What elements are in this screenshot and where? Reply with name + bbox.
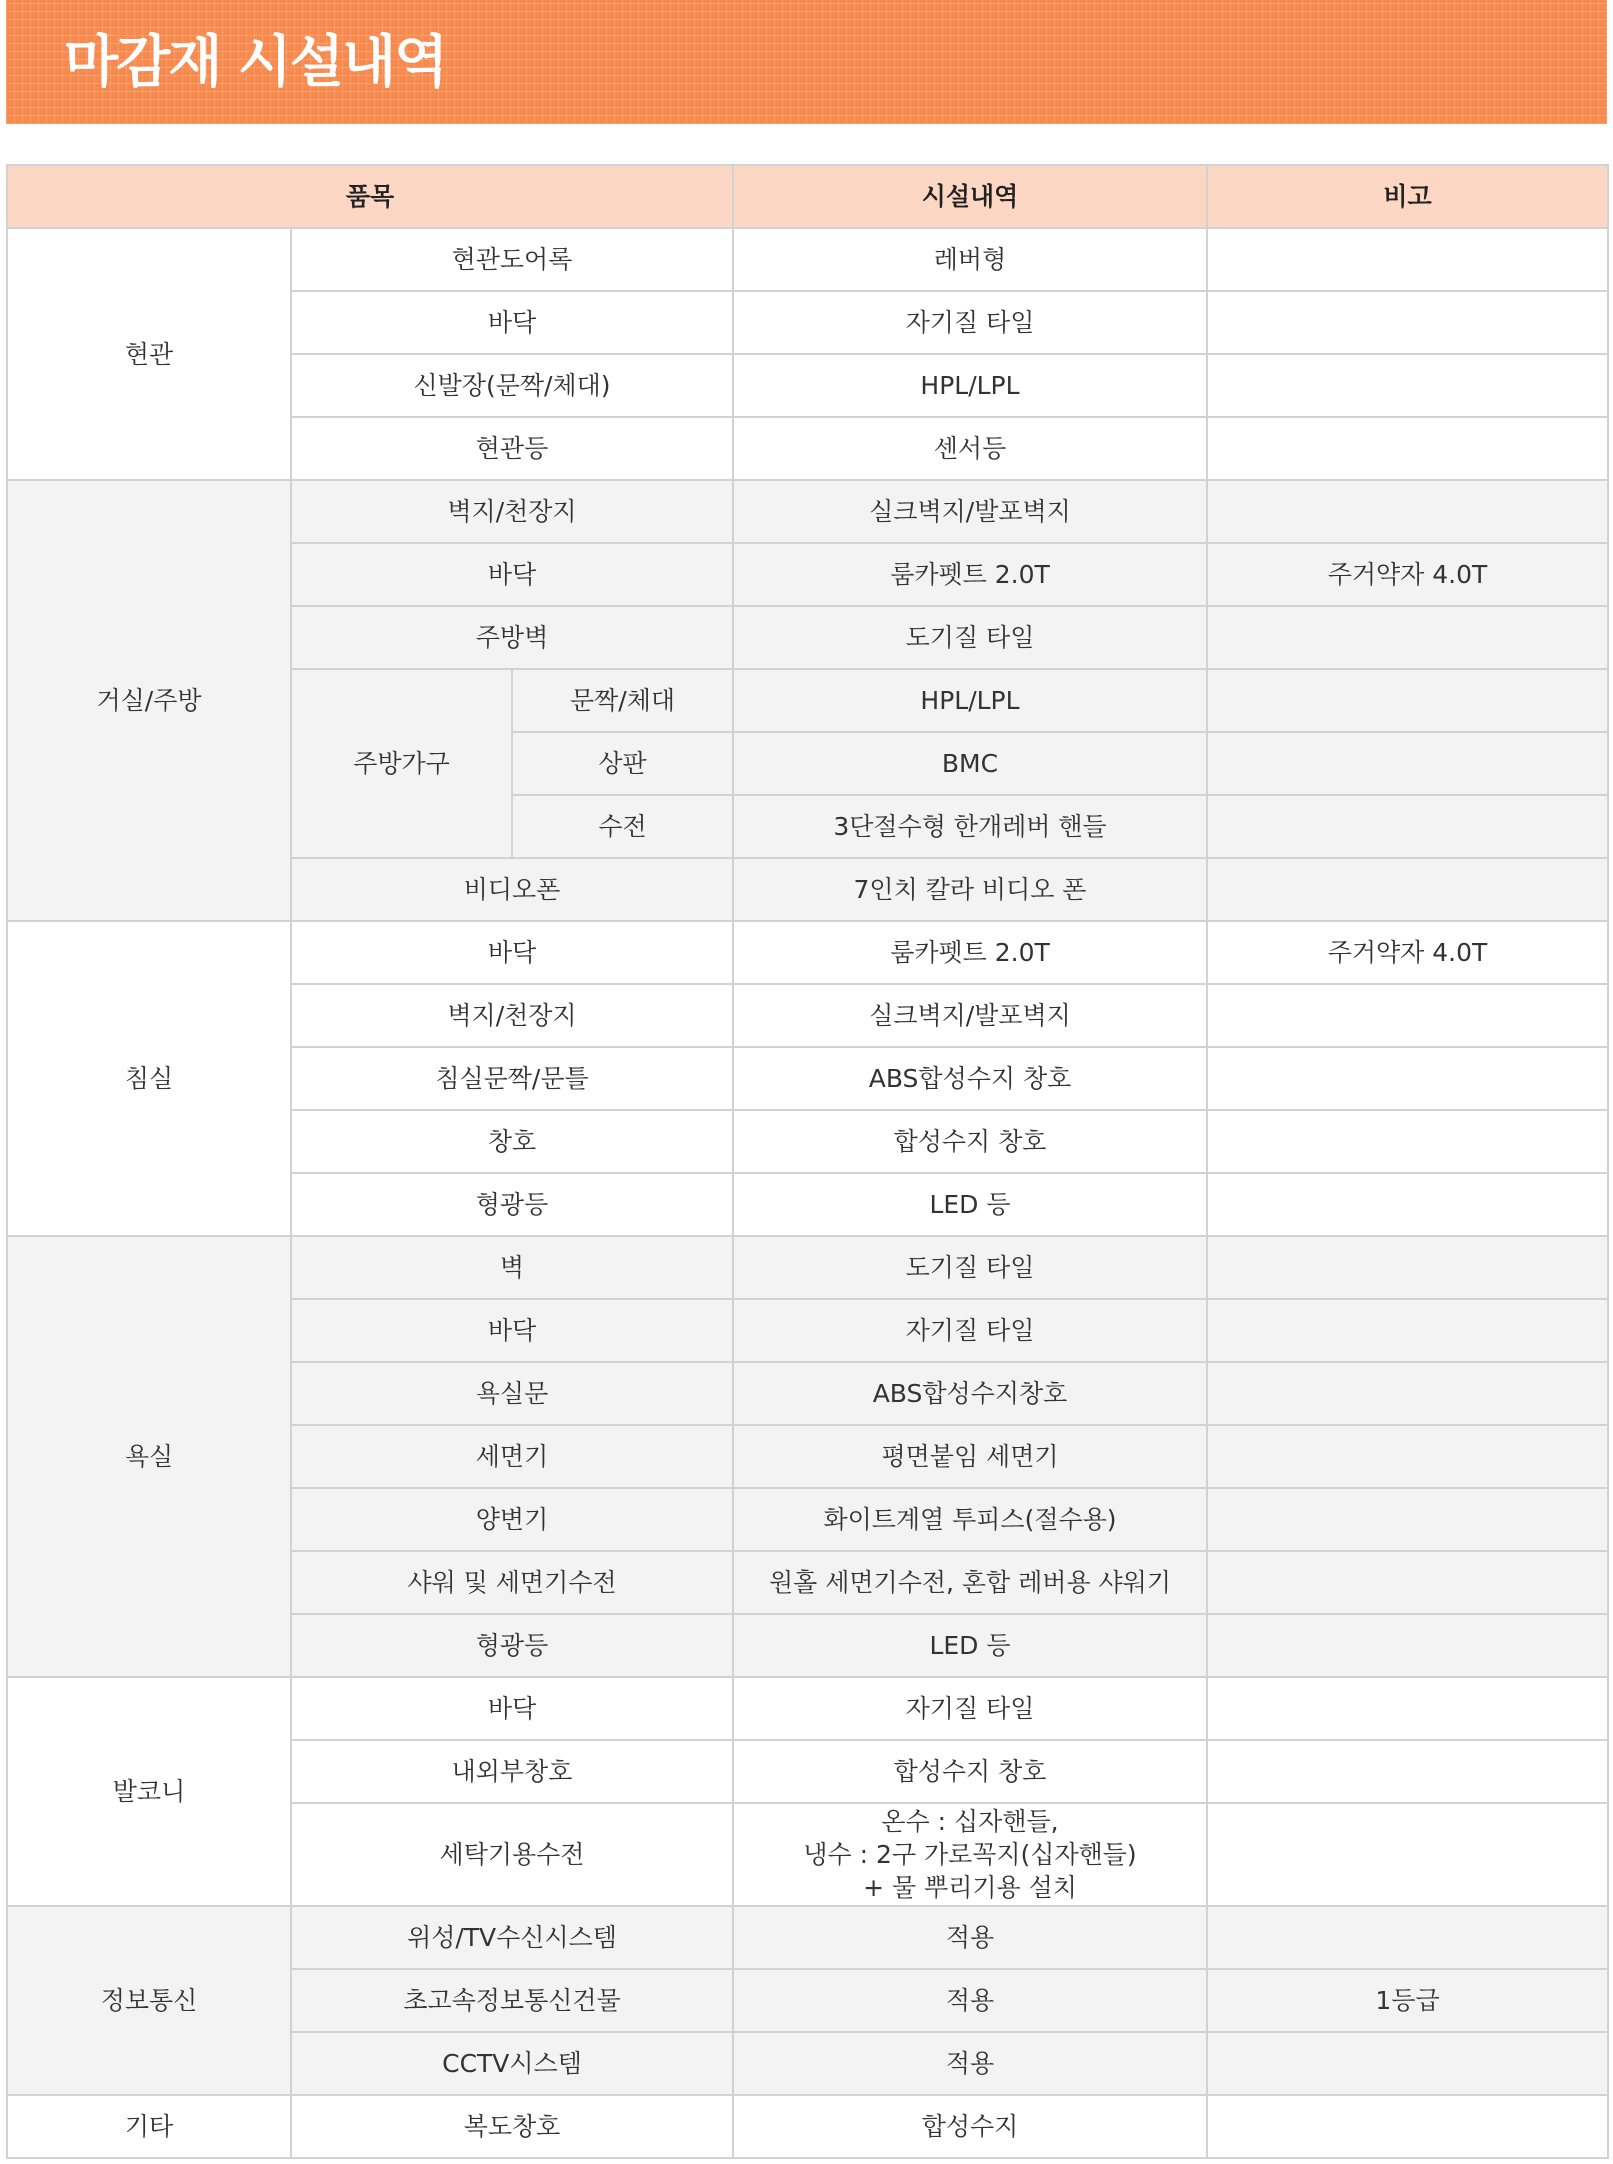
item-cell: 바닥 xyxy=(291,1299,733,1362)
item-cell: 바닥 xyxy=(291,291,733,354)
detail-cell: LED 등 xyxy=(733,1614,1207,1677)
note-cell: 주거약자 4.0T xyxy=(1207,921,1608,984)
item-cell: 비디오폰 xyxy=(291,858,733,921)
note-cell xyxy=(1207,858,1608,921)
note-cell xyxy=(1207,1299,1608,1362)
item-cell: 세탁기용수전 xyxy=(291,1803,733,1906)
note-cell xyxy=(1207,1362,1608,1425)
detail-cell: 적용 xyxy=(733,1906,1207,1969)
detail-cell: 합성수지 창호 xyxy=(733,1740,1207,1803)
item-cell: 세면기 xyxy=(291,1425,733,1488)
note-cell xyxy=(1207,1614,1608,1677)
detail-cell: 레버형 xyxy=(733,228,1207,291)
subitem-cell: 상판 xyxy=(512,732,733,795)
detail-cell: 적용 xyxy=(733,2032,1207,2095)
note-cell xyxy=(1207,669,1608,732)
detail-cell: 평면붙임 세면기 xyxy=(733,1425,1207,1488)
header-detail: 시설내역 xyxy=(733,165,1207,228)
table-row xyxy=(7,1677,1608,1740)
item-cell: 바닥 xyxy=(291,1677,733,1740)
note-cell xyxy=(1207,1236,1608,1299)
header-note: 비고 xyxy=(1207,165,1608,228)
detail-cell: 룸카펫트 2.0T xyxy=(733,921,1207,984)
item-cell: 신발장(문짝/체대) xyxy=(291,354,733,417)
note-cell xyxy=(1207,1488,1608,1551)
table-row xyxy=(7,228,1608,291)
item-cell: 형광등 xyxy=(291,1614,733,1677)
note-cell xyxy=(1207,354,1608,417)
category-bedroom: 침실 xyxy=(7,921,291,1236)
category-entrance: 현관 xyxy=(7,228,291,480)
category-bathroom: 욕실 xyxy=(7,1236,291,1677)
item-cell: 벽지/천장지 xyxy=(291,480,733,543)
item-cell: 현관도어록 xyxy=(291,228,733,291)
note-cell xyxy=(1207,1110,1608,1173)
detail-cell: LED 등 xyxy=(733,1173,1207,1236)
detail-cell: 7인치 칼라 비디오 폰 xyxy=(733,858,1207,921)
item-cell: 샤워 및 세면기수전 xyxy=(291,1551,733,1614)
item-cell: 벽지/천장지 xyxy=(291,984,733,1047)
note-cell xyxy=(1207,795,1608,858)
detail-cell: 자기질 타일 xyxy=(733,291,1207,354)
subitem-cell: 수전 xyxy=(512,795,733,858)
detail-cell: 실크벽지/발포벽지 xyxy=(733,480,1207,543)
item-cell: 복도창호 xyxy=(291,2095,733,2158)
note-cell xyxy=(1207,417,1608,480)
note-cell xyxy=(1207,732,1608,795)
subitem-cell: 문짝/체대 xyxy=(512,669,733,732)
detail-cell: HPL/LPL xyxy=(733,354,1207,417)
detail-cell: HPL/LPL xyxy=(733,669,1207,732)
category-living-kitchen: 거실/주방 xyxy=(7,480,291,921)
note-cell xyxy=(1207,480,1608,543)
table-row xyxy=(7,1236,1608,1299)
note-cell xyxy=(1207,1551,1608,1614)
category-telecom: 정보통신 xyxy=(7,1906,291,2095)
detail-cell: 자기질 타일 xyxy=(733,1299,1207,1362)
note-cell xyxy=(1207,228,1608,291)
item-cell: 바닥 xyxy=(291,921,733,984)
detail-cell: 3단절수형 한개레버 핸들 xyxy=(733,795,1207,858)
detail-cell: 센서등 xyxy=(733,417,1207,480)
detail-cell: 합성수지 xyxy=(733,2095,1207,2158)
note-cell xyxy=(1207,1740,1608,1803)
item-cell: 바닥 xyxy=(291,543,733,606)
item-cell: CCTV시스템 xyxy=(291,2032,733,2095)
header-item: 품목 xyxy=(7,165,733,228)
item-cell: 초고속정보통신건물 xyxy=(291,1969,733,2032)
category-etc: 기타 xyxy=(7,2095,291,2158)
note-cell xyxy=(1207,1047,1608,1110)
note-cell xyxy=(1207,1803,1608,1906)
item-cell: 현관등 xyxy=(291,417,733,480)
detail-cell: 적용 xyxy=(733,1969,1207,2032)
table-row xyxy=(7,480,1608,543)
detail-cell: 원홀 세면기수전, 혼합 레버용 샤워기 xyxy=(733,1551,1207,1614)
item-cell: 침실문짝/문틀 xyxy=(291,1047,733,1110)
item-cell: 욕실문 xyxy=(291,1362,733,1425)
category-balcony: 발코니 xyxy=(7,1677,291,1906)
detail-cell: 도기질 타일 xyxy=(733,1236,1207,1299)
detail-cell-multiline: 온수 : 십자핸들, 냉수 : 2구 가로꼭지(십자핸들) + 물 뿌리기용 설치 xyxy=(733,1803,1207,1906)
note-cell: 주거약자 4.0T xyxy=(1207,543,1608,606)
item-cell: 형광등 xyxy=(291,1173,733,1236)
detail-cell: BMC xyxy=(733,732,1207,795)
detail-cell: 룸카펫트 2.0T xyxy=(733,543,1207,606)
item-cell: 내외부창호 xyxy=(291,1740,733,1803)
page-title: 마감재 시설내역 xyxy=(64,30,447,95)
finish-spec-table xyxy=(6,164,1609,2159)
detail-cell: 도기질 타일 xyxy=(733,606,1207,669)
item-cell: 창호 xyxy=(291,1110,733,1173)
detail-cell: ABS합성수지창호 xyxy=(733,1362,1207,1425)
item-cell: 양변기 xyxy=(291,1488,733,1551)
note-cell xyxy=(1207,291,1608,354)
note-cell xyxy=(1207,2095,1608,2158)
item-cell: 주방벽 xyxy=(291,606,733,669)
note-cell xyxy=(1207,2032,1608,2095)
detail-cell: 화이트계열 투피스(절수용) xyxy=(733,1488,1207,1551)
note-cell xyxy=(1207,984,1608,1047)
title-banner xyxy=(6,0,1607,124)
table-row xyxy=(7,1906,1608,1969)
note-cell xyxy=(1207,1173,1608,1236)
subcategory-kitchen-furniture: 주방가구 xyxy=(291,669,512,858)
table-header-row xyxy=(7,165,1608,228)
note-cell xyxy=(1207,1677,1608,1740)
detail-cell: 실크벽지/발포벽지 xyxy=(733,984,1207,1047)
item-cell: 벽 xyxy=(291,1236,733,1299)
detail-cell: 합성수지 창호 xyxy=(733,1110,1207,1173)
detail-cell: 자기질 타일 xyxy=(733,1677,1207,1740)
table-row xyxy=(7,2095,1608,2158)
note-cell xyxy=(1207,1906,1608,1969)
item-cell: 위성/TV수신시스템 xyxy=(291,1906,733,1969)
note-cell: 1등급 xyxy=(1207,1969,1608,2032)
note-cell xyxy=(1207,606,1608,669)
table-row xyxy=(7,921,1608,984)
detail-cell: ABS합성수지 창호 xyxy=(733,1047,1207,1110)
note-cell xyxy=(1207,1425,1608,1488)
